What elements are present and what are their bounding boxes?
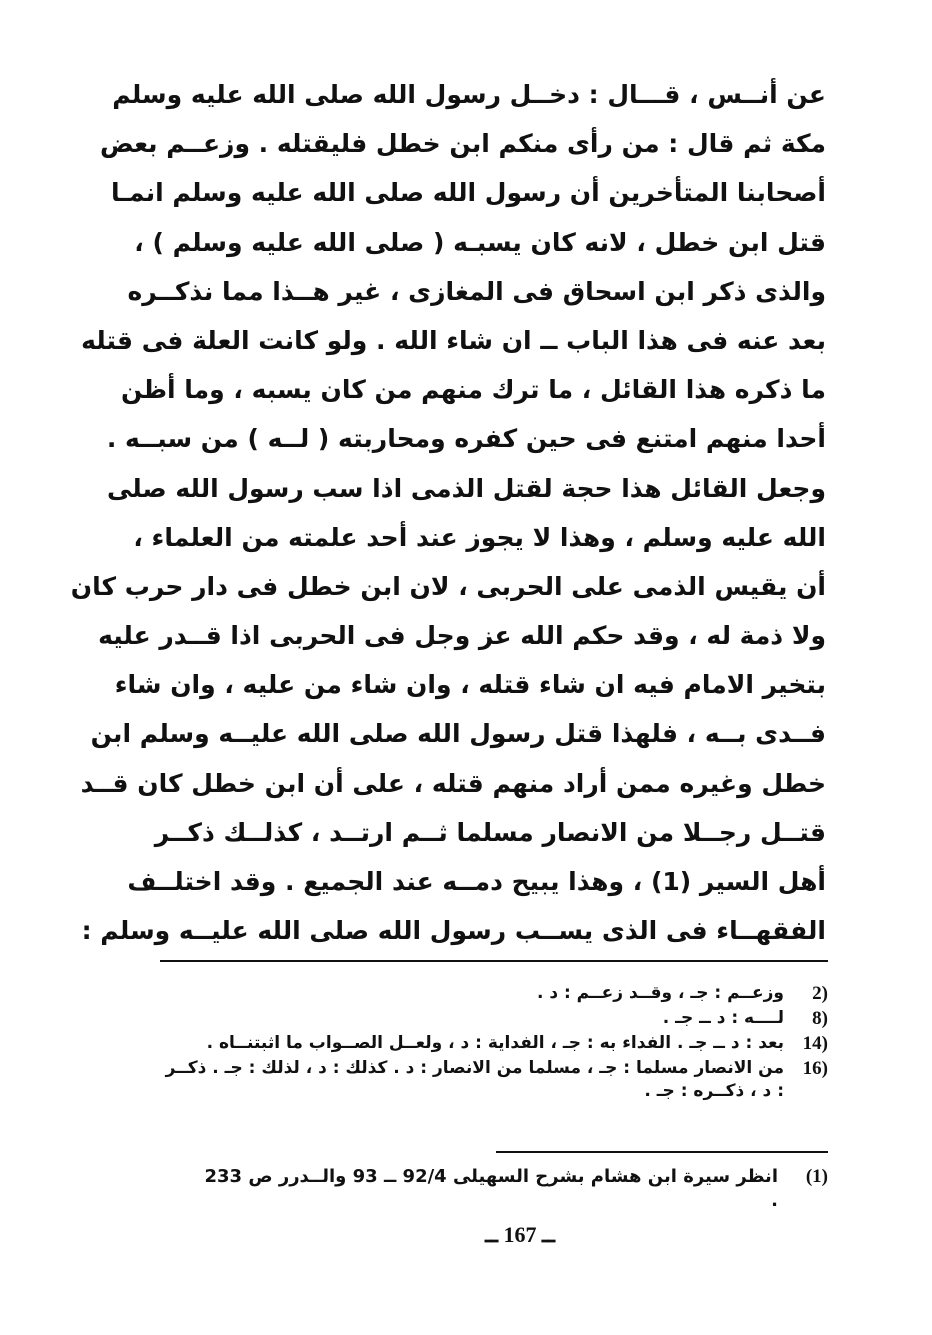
note-text: من الانصار مسلما : جـ ، مسلما من الانصار : د . كذلك : د ، لذلك : جـ . ذكــر : د ، ذكــره : جـ . bbox=[165, 1058, 784, 1101]
footnote-entry bbox=[200, 1165, 828, 1213]
variant-note bbox=[160, 1057, 828, 1103]
text-line: ولا ذمة له ، وقد حكم الله عز وجل فى الحربى اذا قــدر عليه bbox=[98, 621, 826, 651]
text-line: أصحابنا المتأخرين أن رسول الله صلى الله عليه وسلم انمـا bbox=[111, 178, 826, 208]
text-line: أهل السير (1) ، وهذا يبيح دمــه عند الجميع . وقد اختلــف bbox=[127, 867, 826, 896]
text-line: بعد عنه فى هذا الباب ــ ان شاء الله . ولو كانت العلة فى قتله bbox=[81, 325, 826, 355]
text-line: فــدى بــه ، فلهذا قتل رسول الله صلى الله عليــه وسلم ابن bbox=[90, 719, 826, 749]
text-line: مكة ثم قال : من رأى منكم ابن خطل فليقتله . وزعــم بعض bbox=[99, 129, 826, 159]
note-line-number: 8) bbox=[812, 1008, 828, 1029]
text-separator-rule bbox=[160, 960, 828, 962]
note-text: وزعــم : جـ ، وقــد زعــم : د . bbox=[536, 983, 784, 1003]
text-line: الفقهــاء فى الذى يســب رسول الله صلى الله عليــه وسلم : bbox=[81, 916, 826, 946]
text-line: الله عليه وسلم ، وهذا لا يجوز عند أحد علمته من العلماء ، bbox=[133, 522, 826, 552]
text-line: والذى ذكر ابن اسحاق فى المغازى ، غير هــذا مما نذكــره bbox=[127, 276, 826, 306]
text-line: قتــل رجــلا من الانصار مسلما ثــم ارتــد ، كذلــك ذكــر bbox=[154, 817, 826, 847]
main-text-block bbox=[70, 70, 826, 955]
text-line: أن يقيس الذمى على الحربى ، لان ابن خطل فى دار حرب كان bbox=[70, 571, 826, 601]
text-line: أحدا منهم امتنع فى حين كفره ومحاربته ( لــه ) من سبــه . bbox=[106, 424, 826, 454]
text-line: ما ذكره هذا القائل ، ما ترك منهم من كان يسبه ، وما أظن bbox=[120, 375, 826, 405]
variant-note bbox=[160, 1007, 828, 1030]
footnote-text: انظر سيرة ابن هشام بشرح السهيلى 92/4 ــ 93 والــدرر ص 233 . bbox=[204, 1166, 778, 1211]
text-line: بتخير الامام فيه ان شاء قتله ، وان شاء من عليه ، وان شاء bbox=[114, 670, 826, 700]
note-line-number: 14) bbox=[802, 1033, 828, 1054]
page-number: ــ 167 ــ bbox=[485, 1222, 555, 1247]
variant-note bbox=[160, 982, 828, 1005]
note-text: لــــه : د ــ جـ . bbox=[662, 1008, 784, 1028]
footnote-separator-rule bbox=[496, 1151, 828, 1153]
note-line-number: 16) bbox=[802, 1058, 828, 1079]
text-line: وجعل القائل هذا حجة لقتل الذمى اذا سب رسول الله صلى bbox=[106, 473, 826, 503]
text-line: قتل ابن خطل ، لانه كان يسبـه ( صلى الله عليه وسلم ) ، bbox=[134, 227, 826, 257]
variant-notes bbox=[160, 982, 828, 1105]
note-text: بعد : د ــ جـ . الفداء به : جـ ، الفداية : د ، ولعــل الصــواب ما اثبتنــاه . bbox=[206, 1033, 784, 1053]
text-line: عن أنــس ، قـــال : دخــل رسول الله صلى الله عليه وسلم bbox=[112, 80, 826, 109]
footnote-number: (1) bbox=[805, 1166, 828, 1187]
footnote bbox=[200, 1165, 828, 1215]
text-line: خطل وغيره ممن أراد منهم قتله ، على أن ابن خطل كان قــد bbox=[80, 768, 826, 798]
variant-note bbox=[160, 1032, 828, 1055]
note-line-number: 2) bbox=[812, 983, 828, 1004]
